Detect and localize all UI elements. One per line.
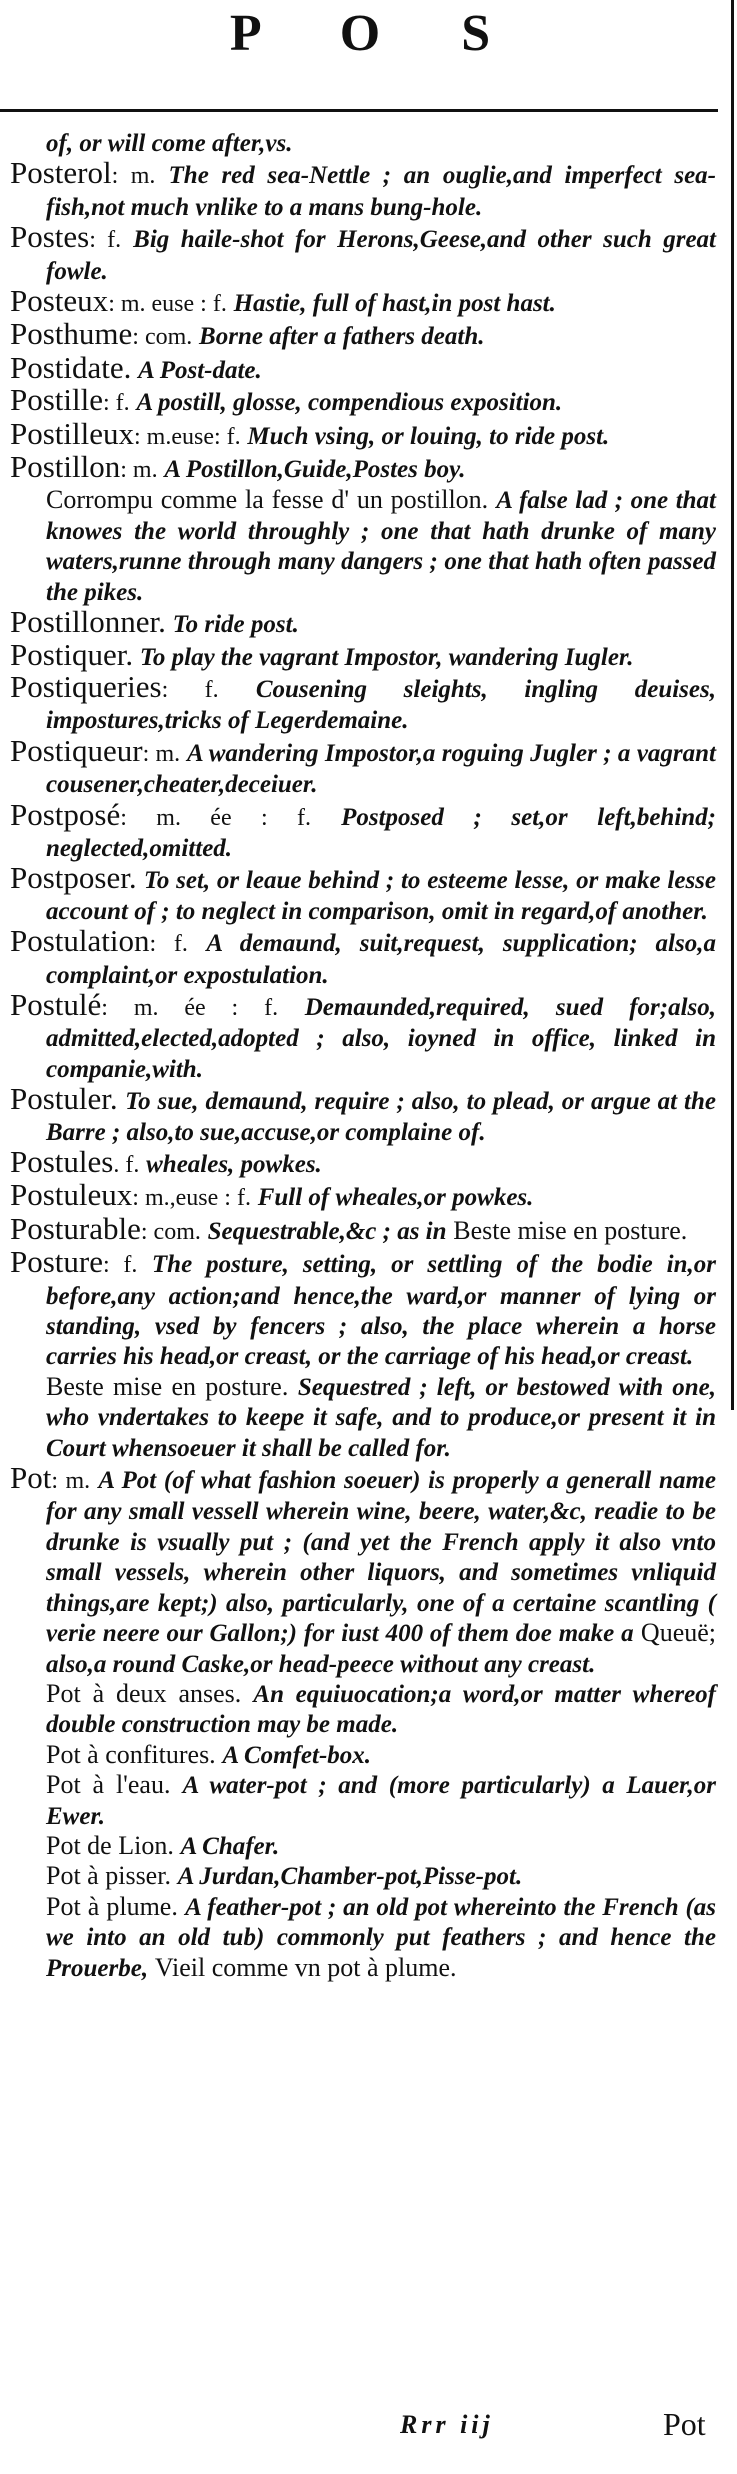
cross-reference: Vieil comme vn pot à plume. [154,1952,457,1982]
headword: Postules [10,1144,114,1179]
headword: Postuleux [10,1177,133,1213]
grammar-label: : m. [111,163,156,190]
dictionary-entry [10,860,717,926]
definition: A false lad ; one that knowes the world throughly ; one that hath drunke of many waters,runne through many dangers ; one that hath often passed the pikes. [46,487,716,606]
definition: A Jurdan,Chamber-pot,Pisse-pot. [177,1863,523,1891]
running-head: P O S [229,5,525,62]
definition: To ride post. [172,611,299,639]
definition: wheales, powkes. [146,1151,322,1178]
dictionary-entry [10,1210,716,1247]
dictionary-entry [10,796,716,864]
headword: Posteux [10,283,109,319]
sub-entry [10,1770,716,1831]
definition: Much vsing, or louing, to ride post. [247,422,610,450]
definition: The red sea-Nettle ; an ouglie,and imperfect sea-fish,not much vnlike to a mans bung-hole. [46,162,717,221]
definition: A Chafer. [180,1832,280,1860]
page-header [0,0,720,110]
definition: A postill, glosse, compendious exposition. [136,389,563,417]
headword: Postulé [10,986,102,1022]
dictionary-entry [10,316,716,352]
definition: Hastie, full of hast,in post hast. [233,290,556,318]
definition: To sue, demaund, require ; also, to plead, or argue at the Barre ; also,to sue,accuse,or complaine of. [46,1088,716,1146]
definition: Sequestred ; left, or bestowed with one, who vndertakes to keepe it safe, and to produce,or present it in Court whensoeuer it shall be called for. [46,1373,716,1462]
cross-reference: Queuë; [640,1618,717,1648]
dictionary-column [10,128,716,1983]
dictionary-entry [10,1081,716,1147]
headword: Postilleux [10,415,135,451]
grammar-label: : m. [120,457,158,484]
grammar-label: : m.euse: f. [134,423,241,450]
dictionary-entry [10,1177,716,1213]
headword: Postiquer. [10,636,134,672]
sub-entry [10,1861,716,1891]
headword: Postiqueries [10,668,162,704]
dictionary-entry [10,382,716,418]
sub-entry [10,1740,716,1770]
dictionary-entry [10,1144,716,1180]
sub-entry [10,1679,716,1740]
dictionary-entry [10,219,717,286]
signature-mark: Rrr iij [400,2410,494,2439]
cross-reference: Beste mise en posture. [453,1215,688,1245]
grammar-label: : m. ée : f. [120,804,311,831]
grammar-label: : m.,euse : f. [132,1185,251,1212]
sub-entry [10,485,716,607]
page-border [731,0,734,1410]
header-rule [0,109,718,112]
grammar-label: : m. euse : f. [108,291,227,318]
dictionary-entry [10,155,717,222]
headword: Posterol [10,155,112,191]
phrase: Pot à pisser. [46,1861,171,1891]
headword: Postille [10,382,104,418]
phrase: Pot à l'eau. [46,1770,171,1800]
dictionary-entry [10,604,716,640]
continuation-line: of, or will come after,vs. [46,130,293,157]
definition: A feather-pot ; an old pot whereinto the French (as we into an old tub) commonly put feathers ; and hence the Prouerbe, [46,1893,717,1982]
definition: Postposed ; set,or left,behind; neglected,omitted. [46,803,716,862]
headword: Posthume [10,316,133,352]
grammar-label: : f. [103,1252,138,1279]
dictionary-entry [10,986,716,1084]
dictionary-entry [10,923,716,990]
definition: A wandering Impostor,a roguing Jugler ; a vagrant cousener,cheater,deceiuer. [46,739,717,799]
phrase: Pot de Lion. [46,1830,174,1860]
phrase: Corrompu comme la fesse d' un postillon. [46,485,489,515]
definition: An equiuocation;a word,or matter whereof double construction may be made. [46,1680,717,1739]
headword: Postuler. [10,1081,118,1117]
dictionary-entry [10,636,716,672]
definition: Sequestrable,&c ; as in [207,1217,447,1245]
grammar-label: : m. ée : f. [101,994,279,1021]
dictionary-entry [10,449,716,485]
grammar-label: : f. [103,390,130,417]
definition: To play the vagrant Impostor, wandering Iugler. [139,643,634,671]
catchword: Pot [663,2406,706,2442]
phrase: Pot à confitures. [46,1739,216,1769]
dictionary-entry [10,668,716,736]
definition: Demaunded,required, sued for;also, admitted,elected,adopted ; also, ioyned in office, linked in companie,with. [46,993,716,1083]
grammar-label: : m. [142,740,181,767]
dictionary-entry [10,283,716,319]
headword: Postes [10,219,90,255]
headword: Pot [10,1460,52,1496]
dictionary-entry [10,1460,717,1679]
definition: A Pot (of what fashion soeuer) is properly a generall name for any small vessell wherein wine, beere, water,&c, readie to be drunke is vsually put ; (and yet the French apply it also vnto small vessels, wherein other liquors, and sometimes vnliquid things,are kept;) also, particularly, one of a certaine scantling ( verie neere our Gallon;) for iust 400 of them doe make a [46,1467,717,1648]
page-footer [0,2406,737,2460]
dictionary-entry [10,349,716,385]
grammar-label: : f. [149,931,188,958]
definition: A demaund, suit,request, supplication; also,a complaint,or expostulation. [46,930,716,989]
headword: Posturable [10,1210,141,1246]
grammar-label: . f. [113,1152,140,1178]
grammar-label: : f. [89,227,122,254]
headword: Postulation [10,923,150,959]
definition: A Comfet-box. [222,1741,372,1769]
definition: The posture, setting, or settling of the bodie in,or before,any action;and hence,the ward,or manner of lying or standing, vsed by fencers ; also, the place wherein a horse carries his head,or creast, or the carriage of his head,or creast. [46,1251,716,1371]
sub-entry [10,1892,716,1983]
sub-entry [10,1831,716,1861]
headword: Postillonner. [10,604,166,640]
definition: A water-pot ; and (more particularly) a Lauer,or Ewer. [46,1772,716,1830]
phrase: Pot à deux anses. [46,1678,242,1708]
dictionary-entry [10,732,717,800]
definition: Cousening sleights, ingling deuises, impostures,tricks of Legerdemaine. [46,675,716,735]
definition: A Postillon,Guide,Postes boy. [164,456,466,484]
definition: also,a round Caske,or head-peece without any creast. [46,1650,596,1678]
grammar-label: : f. [161,676,219,703]
definition: A Post-date. [138,356,262,384]
grammar-label: : com. [132,324,193,351]
headword: Postiqueur [10,732,143,768]
headword: Postposer. [10,860,137,896]
grammar-label: : m. [51,1468,91,1495]
definition: Big haile-shot for Herons,Geese,and other such great fowle. [46,226,717,285]
headword: Postidate. [10,349,132,385]
headword: Postposé [10,796,121,832]
grammar-label: : com. [140,1218,201,1245]
headword: Posture [10,1244,103,1280]
definition: Full of wheales,or powkes. [257,1184,534,1212]
sub-entry [10,1372,716,1463]
phrase: Pot à plume. [46,1891,178,1921]
dictionary-entry [10,415,716,452]
headword: Postillon [10,449,121,485]
dictionary-entry [10,1244,716,1372]
phrase: Beste mise en posture. [46,1371,289,1401]
definition: To set, or leaue behind ; to esteeme lesse, or make lesse account of ; to neglect in comparison, omit in regard,of another. [46,867,717,925]
definition: Borne after a fathers death. [199,323,485,351]
